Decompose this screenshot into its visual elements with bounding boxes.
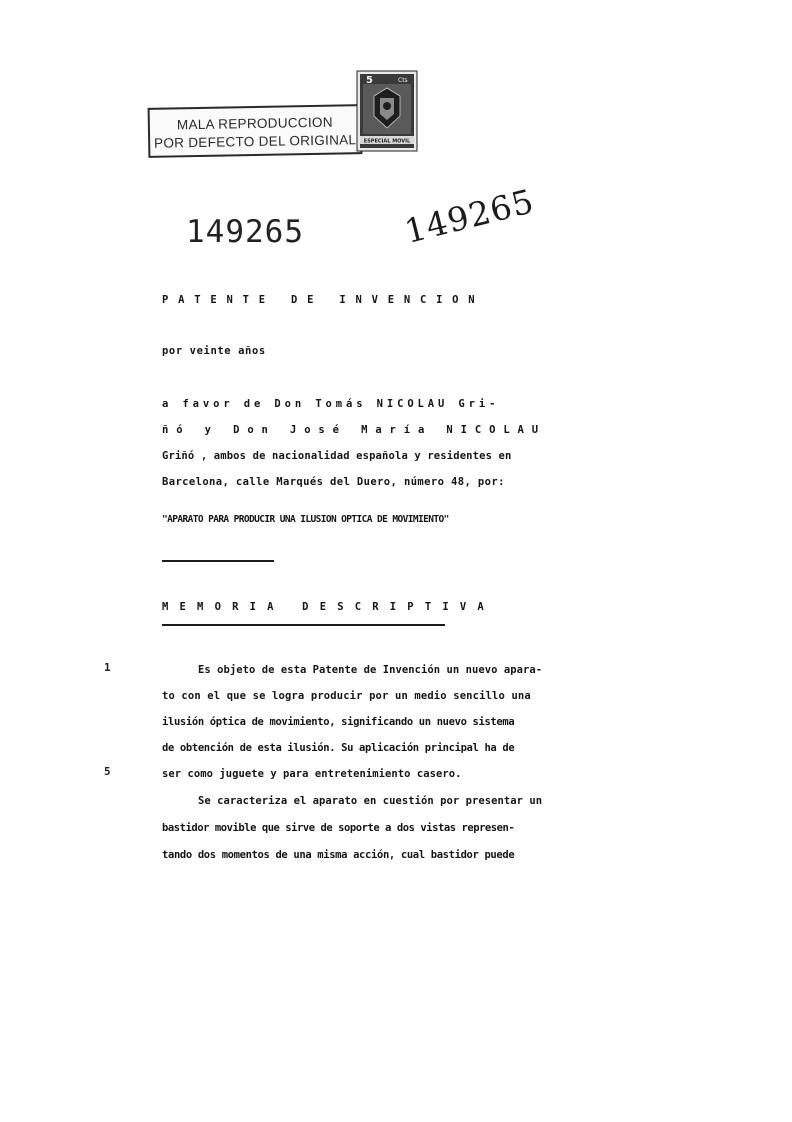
margin-number-5: 5 <box>104 765 111 778</box>
body-line-5: ser como juguete y para entretenimiento casero. <box>162 768 462 780</box>
body-line-2: to con el que se logra producir por un medio sencillo una <box>162 690 531 702</box>
grantee-line-1: a favor de Don Tomás NICOLAU Gri- <box>162 398 500 410</box>
margin-number-1: 1 <box>104 661 111 674</box>
tax-stamp-unit: Cts <box>398 77 408 84</box>
stamp-line-2: POR DEFECTO DEL ORIGINAL <box>153 132 357 151</box>
tax-stamp-value: 5 <box>366 75 373 86</box>
memoria-title: MEMORIA DESCRIPTIVA <box>162 601 495 613</box>
typed-patent-number: 149265 <box>186 214 304 250</box>
body-line-4: de obtención de esta ilusión. Su aplicación principal ha de <box>162 742 515 754</box>
grantee-line-3: Griñó , ambos de nacionalidad española y residentes en <box>162 450 512 462</box>
invention-title: "APARATO PARA PRODUCIR UNA ILUSION OPTICA DE MOVIMIENTO" <box>162 514 449 525</box>
handwritten-patent-number: 149265 <box>400 181 539 251</box>
duration-text: por veinte años <box>162 345 266 357</box>
grantee-line-2: ñó y Don José María NICOLAU <box>162 424 546 436</box>
reproduction-stamp <box>148 104 363 158</box>
body-line-6: Se caracteriza el aparato en cuestión por presentar un <box>198 795 543 807</box>
body-line-7: bastidor movible que sirve de soporte a dos vistas represen- <box>162 822 515 834</box>
tax-stamp-caption: ESPECIAL MOVIL <box>363 138 411 145</box>
short-divider <box>162 560 274 562</box>
patent-heading: PATENTE DE INVENCION <box>162 294 485 306</box>
memoria-underline <box>162 624 445 626</box>
body-line-3: ilusión óptica de movimiento, significando un nuevo sistema <box>162 716 515 728</box>
body-line-8: tando dos momentos de una misma acción, cual bastidor puede <box>162 849 515 861</box>
body-line-1: Es objeto de esta Patente de Invención un nuevo apara- <box>198 664 543 676</box>
grantee-line-4: Barcelona, calle Marqués del Duero, número 48, por: <box>162 476 505 488</box>
tax-stamp-image <box>356 70 418 152</box>
stamp-line-1: MALA REPRODUCCION <box>176 114 333 133</box>
